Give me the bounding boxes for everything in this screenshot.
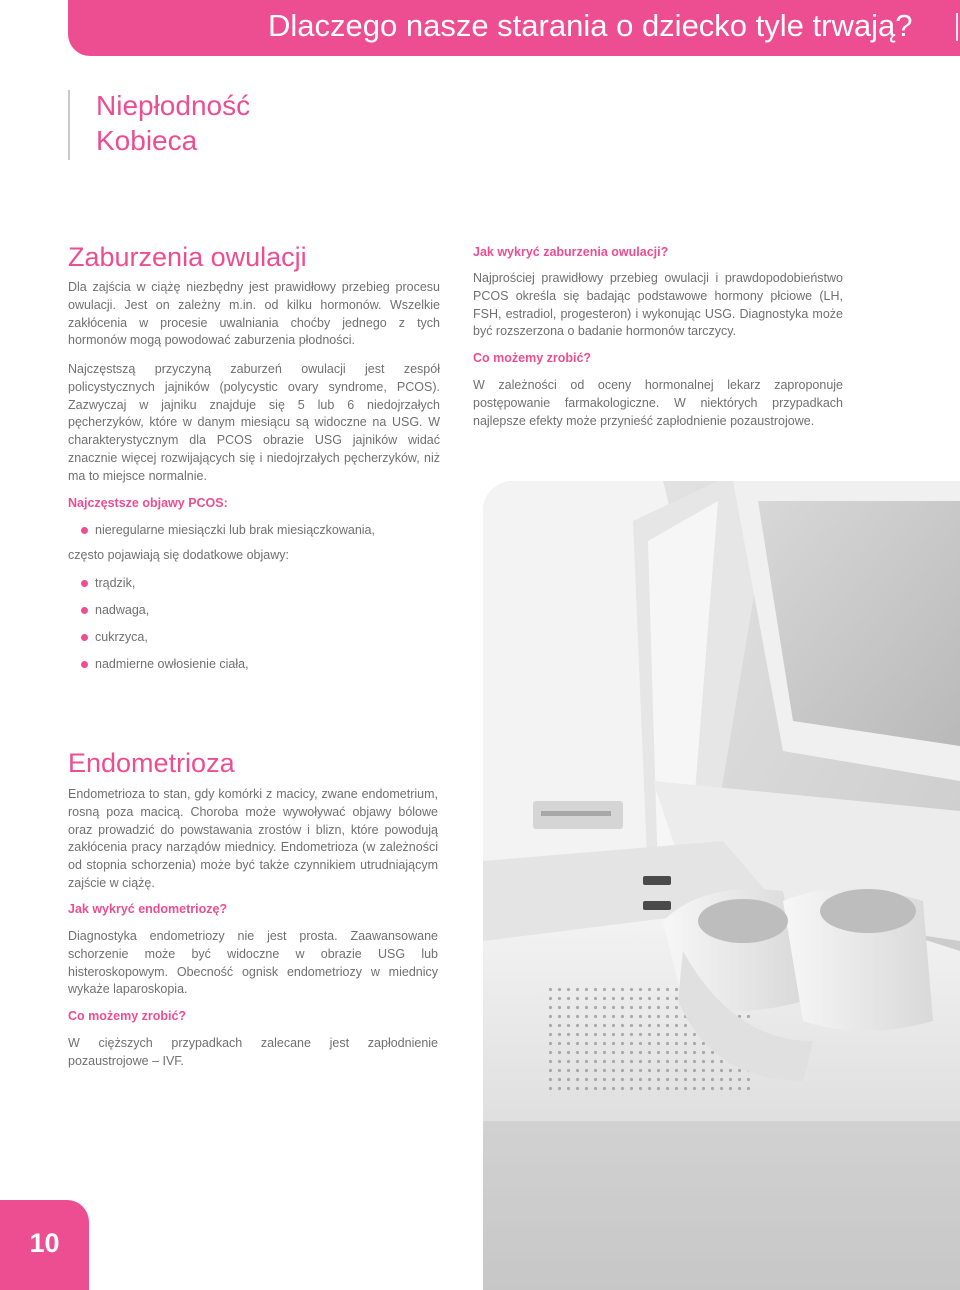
bullet-dot-icon xyxy=(81,580,88,587)
section-title xyxy=(96,88,250,158)
header-title: Dlaczego nasze starania o dziecko tyle trwają? xyxy=(268,8,913,43)
list-item-text: trądzik, xyxy=(95,576,136,590)
section-title-line2: Kobieca xyxy=(96,125,198,156)
list-item-text: nadmierne owłosienie ciała, xyxy=(95,657,249,671)
page-number: 10 xyxy=(29,1228,60,1258)
endometriosis-detect-text: Diagnostyka endometriozy nie jest prosta. Zaawansowane schorzenie może być widoczne w obrazie USG lub histeroskopowym. Obecność ognisk endometriozy w miednicy wykaże laparoskopia. xyxy=(68,929,438,997)
section-title-line1: Niepłodność xyxy=(96,90,251,121)
list-item xyxy=(68,523,468,537)
ovulation-paragraph-2: Najczęstszą przyczyną zaburzeń owulacji jest zespół policystycznych jajników (polycystic ovary syndrome, PCOS). Zazwyczaj w jajniku znajduje się 5 lub 6 niedojrzałych pęcherzyków, które w danym miesiącu są widoczne na USG. W charakterystycznym dla PCOS obrazie USG jajników widać znacznie więcej rozwijających się i niedojrzałych pęcherzyków, niż ma to miejsce normalnie. xyxy=(68,362,440,483)
pcos-main-symptom-list xyxy=(68,523,468,537)
endometriosis-detect-heading: Jak wykryć endometriozę? xyxy=(68,902,228,916)
additional-symptoms-list xyxy=(68,576,468,684)
section-title-rule xyxy=(68,90,70,160)
ovulation-heading: Zaburzenia owulacji xyxy=(68,242,307,272)
list-item xyxy=(68,657,468,684)
page-number-badge xyxy=(0,1200,89,1290)
endometriosis-text: Endometrioza to stan, gdy komórki z macicy, zwane endometrium, rosną poza macicą. Choroba może wywoływać objawy bólowe oraz prowadzić do powstawania zrostów i blizn, które powodują zakłócenia pracy narządów miednicy. Endometrioza (w zależności od stopnia schorzenia) może być także czynnikiem utrudniającym zajście w ciążę. xyxy=(68,787,438,890)
ovulation-help-heading: Co możemy zrobić? xyxy=(473,351,592,365)
bullet-dot-icon xyxy=(81,661,88,668)
list-item xyxy=(68,576,468,603)
list-item xyxy=(68,630,468,657)
additional-symptoms-intro: często pojawiają się dodatkowe objawy: xyxy=(68,548,289,562)
header-separator xyxy=(956,13,958,41)
list-item xyxy=(68,603,468,630)
list-item-text: nieregularne miesiączki lub brak miesiączkowania, xyxy=(95,523,375,537)
list-item-text: cukrzyca, xyxy=(95,630,148,644)
ovulation-help-text: W zależności od oceny hormonalnej lekarz zaproponuje postępowanie farmakologiczne. W niektórych przypadkach najlepsze efekty może przynieść zapłodnienie pozaustrojowe. xyxy=(473,378,843,428)
endometriosis-help-text: W cięższych przypadkach zalecane jest zapłodnienie pozaustrojowe – IVF. xyxy=(68,1036,438,1068)
endometriosis-heading: Endometrioza xyxy=(68,748,235,778)
bullet-dot-icon xyxy=(81,527,88,534)
ovulation-paragraph-1: Dla zajścia w ciążę niezbędny jest prawidłowy przebieg procesu owulacji. Jest on zależny m.in. od kilku hormonów. Wszelkie zakłócenia w procesie uwalniania choćby jednego z tych hormonów mogą powodować zaburzenia płodności. xyxy=(68,280,440,348)
list-item-text: nadwaga, xyxy=(95,603,150,617)
ultrasound-machine-illustration xyxy=(483,481,960,1290)
header-bar xyxy=(68,0,960,56)
ovulation-detect-heading: Jak wykryć zaburzenia owulacji? xyxy=(473,245,669,259)
bullet-dot-icon xyxy=(81,607,88,614)
ultrasound-machine-photo xyxy=(483,481,960,1290)
endometriosis-help-heading: Co możemy zrobić? xyxy=(68,1009,187,1023)
bullet-dot-icon xyxy=(81,634,88,641)
pcos-symptoms-heading: Najczęstsze objawy PCOS: xyxy=(68,496,228,510)
ovulation-detect-text: Najprościej prawidłowy przebieg owulacji i prawdopodobieństwo PCOS określa się badając podstawowe hormony płciowe (LH, FSH, estradiol, progesteron) i wykonując USG. Diagnostyka może być rozszerzona o badanie hormonów tarczycy. xyxy=(473,271,843,339)
